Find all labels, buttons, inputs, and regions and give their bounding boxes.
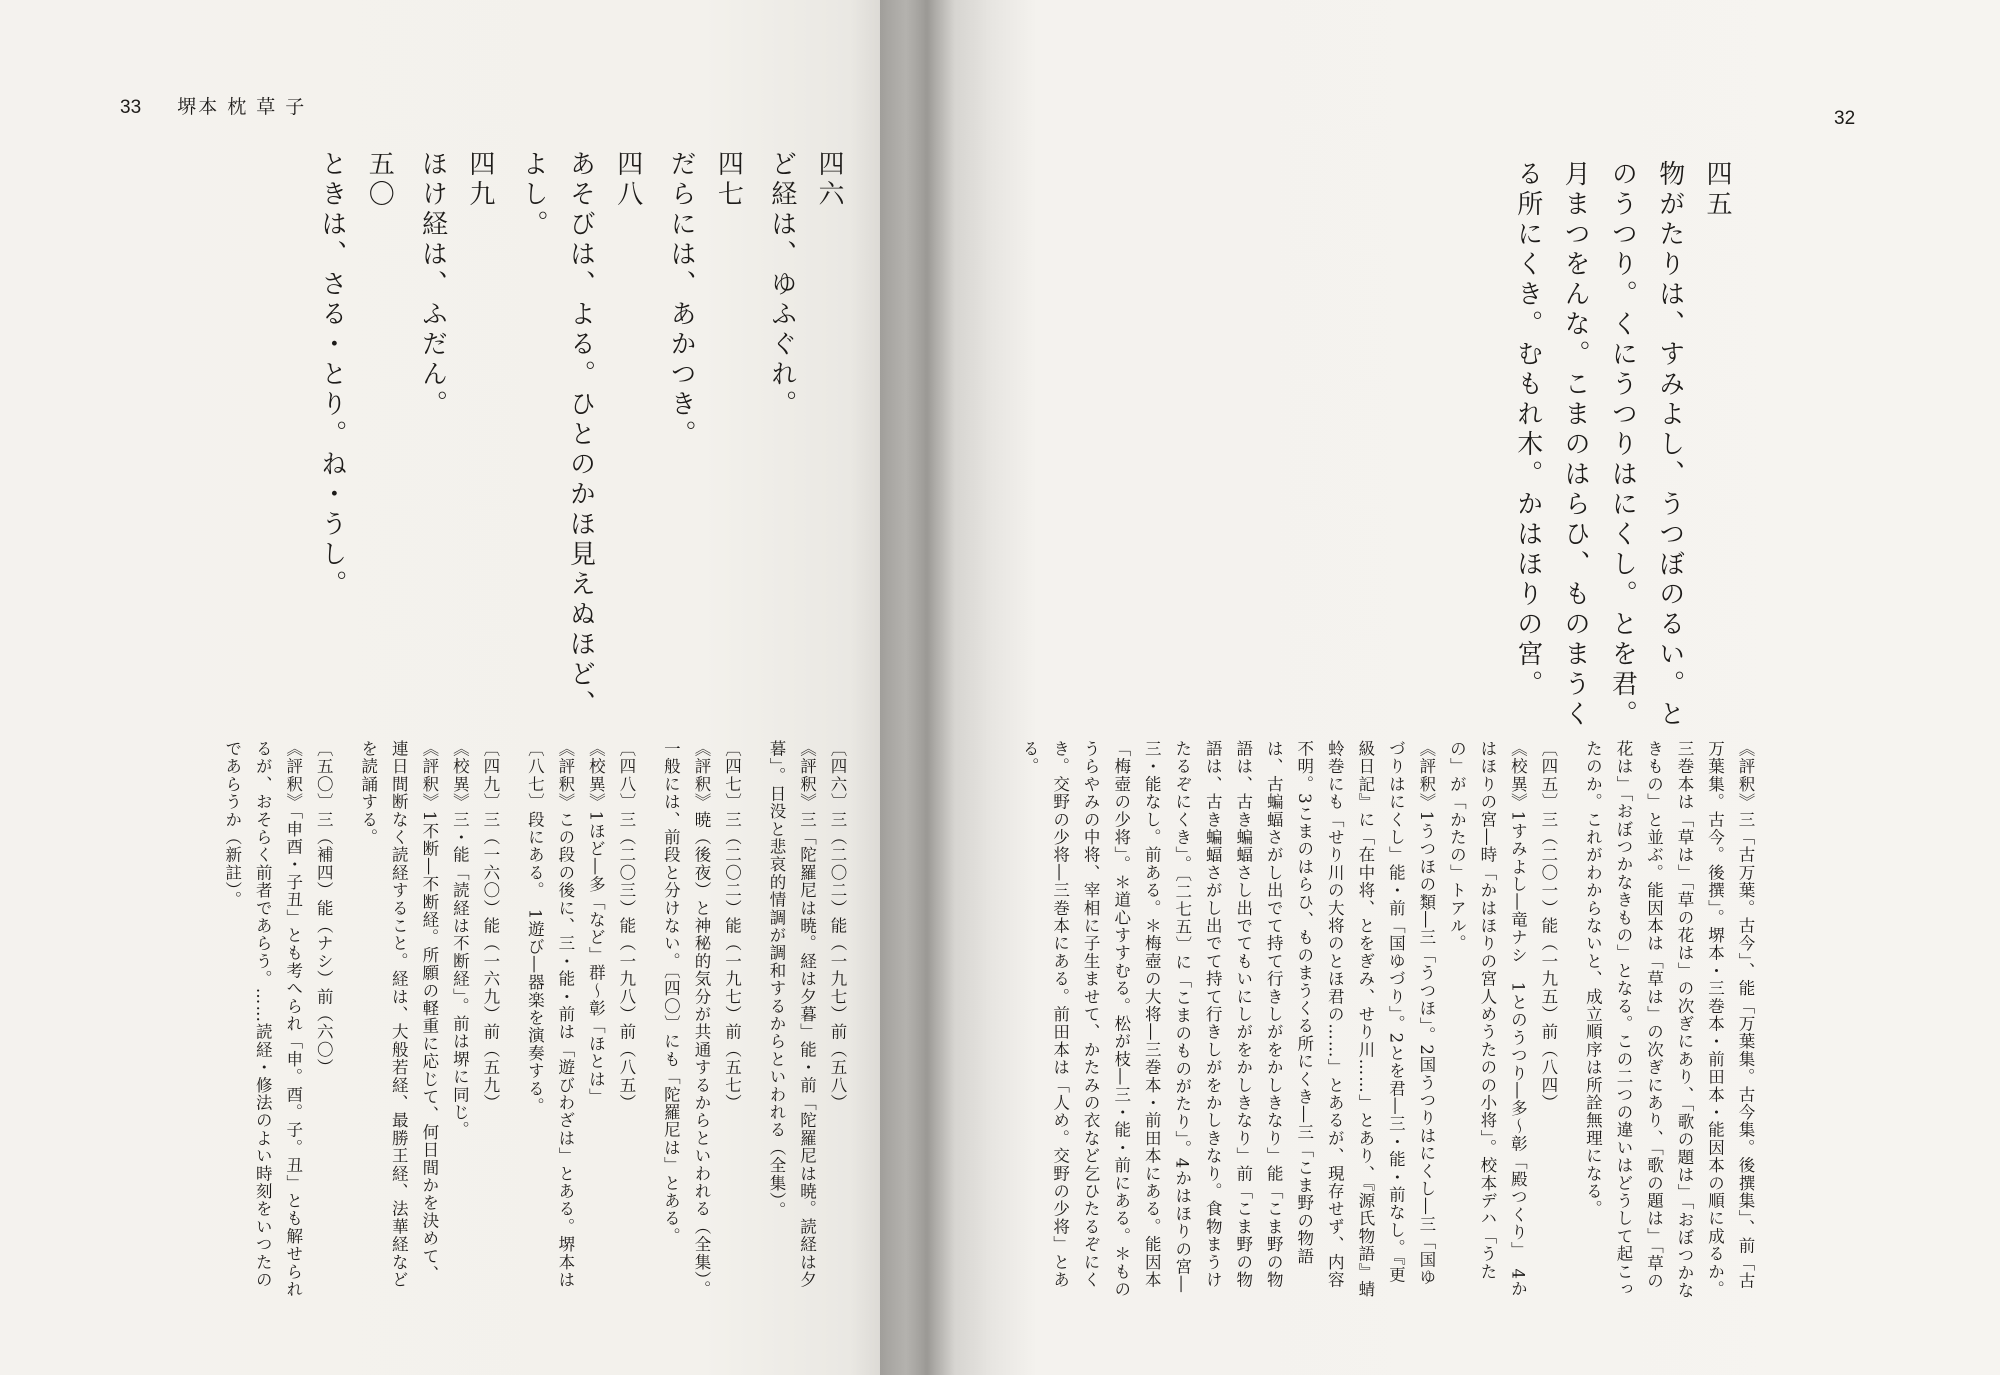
section-number: 四六 — [814, 150, 844, 210]
note-variants: 《校異》三・能「読経は不断経」。前は堺に同じ。 — [450, 740, 470, 1139]
section-number: 四八 — [612, 150, 643, 210]
right-main-text — [1320, 160, 1740, 730]
section-45 — [1497, 160, 1740, 730]
right-page — [880, 0, 2000, 1375]
note-heading: 〔四八〕三（二〇三）能（一九八）前（八五） — [616, 740, 636, 1112]
section-50 — [302, 150, 403, 730]
section-text: だらには、あかつき。 — [666, 150, 697, 450]
left-notes — [152, 740, 852, 1300]
running-title: 堺本 枕 草 子 — [177, 96, 307, 118]
note-variants: 《校異》1ほど―多「など」群〜彰「ほとは」 — [586, 740, 606, 1106]
right-notes — [1020, 740, 1760, 1300]
left-main-text — [182, 150, 852, 730]
section-49 — [402, 150, 503, 730]
note-heading: 〔四九〕三（一六〇）能（一六九）前（五九） — [480, 740, 500, 1112]
section-text: あそびは、よる。ひとのかほ見えぬほど、よし。 — [518, 150, 596, 720]
section-number: 五〇 — [364, 150, 395, 210]
page-number-left: 33 — [120, 97, 142, 118]
section-number: 四七 — [713, 150, 744, 210]
note-commentary: 《評釈》三「古万葉。古今」、能「万葉集。古今集。後撰集」、前「古万葉集。古今。後撰」。堺本・三巻本・前田本・能因本の順に成るか。三巻本は「草は」「草の花は」の次ぎにあり、「歌の題は」「おぼつかなきもの」と並ぶ。能因本は「草は」の次ぎにあり、「歌の題は」「草の花は」「おぼつかなきもの」となる。この二つの違いはどうして起こったのか。これがわからないと、成立順序は所詮無理になる。 — [1583, 740, 1755, 1300]
section-text: ときは、さる・とり。ね・うし。 — [316, 150, 347, 600]
left-page — [0, 0, 880, 1375]
note-heading: 〔四五〕三（二〇一）能（一九五）前（八四） — [1538, 740, 1558, 1112]
section-text: ど経は、ゆふぐれ。 — [766, 150, 797, 420]
note-commentary: 《評釈》この段の後に、三・能・前は「遊びわざは」とある。堺本は〔八七〕段にある。 1遊び―器楽を演奏する。 — [525, 740, 575, 1289]
note-commentary: 《評釈》「申酉・子丑」とも考へられ「申。酉。子。丑」とも解せられるが、おそらく前者であらう。……読経・修法のよい時刻をいつたのであらうか（新註）。 — [222, 740, 303, 1299]
section-number: 四五 — [1702, 160, 1732, 220]
note-commentary: 《評釈》三「陀羅尼は暁。経は夕暮」能・前「陀羅尼は暁。読経は夕暮」。日没と悲哀的情調が調和するからといわれる（全集）。 — [766, 740, 817, 1289]
section-47 — [651, 150, 752, 730]
note-commentary: 《評釈》1うつほの類―三「うつほ」。2国うつりはにくし―三「国ゆづりはにくし」能・前「国ゆづり」。2とを君―三・能・前なし。『更級日記』に「在中将、とをぎみ、せり川……」とあり、『源氏物語』蜻蛉巻にも「せり川の大将のとほ君の……」とあるが、現存せず、内容不明。3こまのはらひ、ものまうくる所にくき―三「こま野の物語は、古蝙蝠さがし出でて持て行きしがをかしきなり」能「こま野の物語は、古き蝙蝠さし出でてもいにしがをかしきなり」前「こま野の物語は、古き蝙蝠さがし出でて持て行きしがをかしきなり。食物まうけたるぞにくき」。〔二七五〕に「こまのものがたり」。4かはほりの宮―三・能なし。前ある。＊梅壺の大将―三巻本・前田本にある。能因本「梅壺の少将」。＊道心すすむる。松が枝―三・能・前にある。＊ものうらやみの中将、宰相に子生ませて、かたみの衣など乞ひたるぞにくき。交野の少将―三巻本にある。前田本は「人め。交野の少将」とある。 — [1020, 740, 1436, 1299]
note-heading: 〔四六〕三（二〇二）能（一九七）前（五八） — [828, 740, 847, 1112]
note-commentary: 《評釈》暁（後夜）と神秘的気分が共通するからといわれる（全集）。一般には、前段と分けない。〔四〇〕にも「陀羅尼は」とある。 — [661, 740, 711, 1299]
section-text: ほけ経は、ふだん。 — [417, 150, 448, 420]
section-number: 四九 — [464, 150, 495, 210]
section-46 — [751, 150, 852, 730]
note-variants: 《校異》1すみよし―竜ナシ 1とのうつり―多〜彰「殿つくり」 4かはほりの宮―時「かはほりの宮人めうたのの小将」。校本デハ「うたの」が「かたの」トアル。 — [1447, 740, 1528, 1298]
page-number-right: 32 — [1834, 108, 1856, 129]
running-head — [120, 92, 306, 119]
note-commentary: 《評釈》1不断―不断経。所願の軽重に応じて、何日間かを決めて、連日間断なく読経すること。経は、大般若経、最勝王経、法華経などを読誦する。 — [358, 740, 439, 1289]
note-heading: 〔四七〕三（二〇二）能（一九七）前（五七） — [722, 740, 742, 1112]
note-heading: 〔五〇〕三（補四）能（ナシ）前（六〇） — [314, 740, 334, 1077]
section-48 — [503, 150, 651, 730]
section-text: 物がたりは、すみよし、うつぼのるい。とのうつり。くにうつりはにくし。とを君。月まつをんな。こまのはらひ、ものまうくる所にくき。むもれ木。かはほりの宮。 — [1512, 160, 1685, 730]
